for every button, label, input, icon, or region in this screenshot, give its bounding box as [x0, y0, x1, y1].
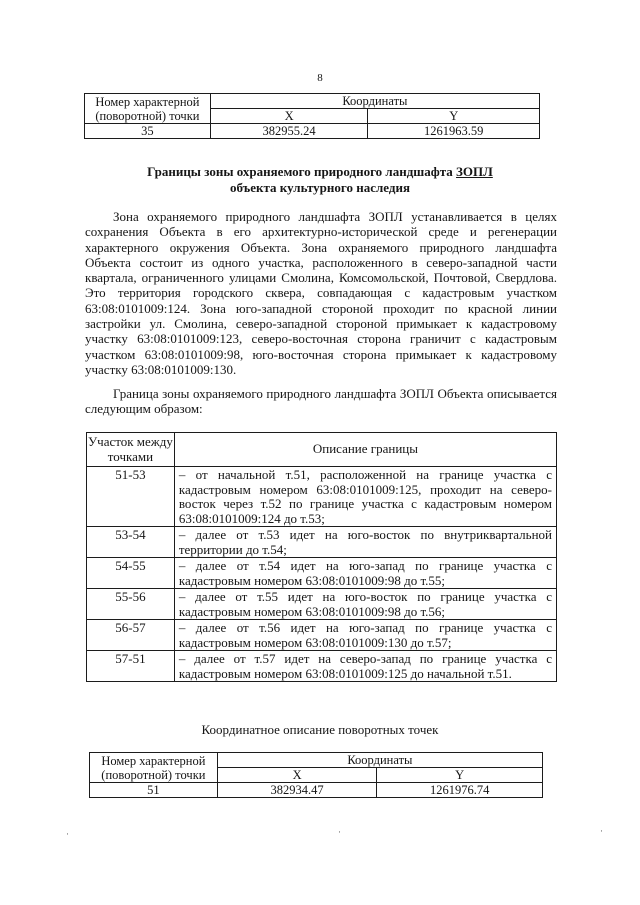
- header-coordinates-cell: Координаты: [210, 94, 539, 109]
- header-x-cell: X: [217, 768, 377, 783]
- header-point-cell: Номер характерной (поворотной) точки: [90, 753, 218, 783]
- segment-cell: 54-55: [87, 558, 175, 589]
- coordinate-table-bottom: [89, 752, 543, 798]
- x-cell: 382955.24: [210, 124, 368, 139]
- paragraph-border-intro: Граница зоны охраняемого природного ландшафта ЗОПЛ Объекта описывается следующим образом:: [85, 386, 557, 417]
- header-y-cell: Y: [368, 109, 540, 124]
- description-cell: – от начальной т.51, расположенной на границе участка с кадастровым номером 63:08:0101009:125, проходит на северо-восток через т.52 по границе участка с кадастровым номером 63:08:0101009:124 до т.53;: [174, 467, 556, 527]
- segment-cell: 51-53: [87, 467, 175, 527]
- coordinate-table-top: [84, 93, 540, 139]
- heading-underlined-text: ЗОПЛ: [456, 164, 493, 179]
- scan-mark-right: ·: [600, 826, 603, 836]
- coordinate-caption: Координатное описание поворотных точек: [201, 722, 439, 737]
- scan-mark-left: ·: [66, 829, 69, 839]
- table-row: [87, 558, 557, 589]
- table-row: [90, 783, 543, 798]
- border-description-table: [86, 432, 557, 682]
- description-cell: – далее от т.55 идет на юго-восток по границе участка с кадастровым номером 63:08:0101009:98 до т.56;: [174, 589, 556, 620]
- segment-cell: 55-56: [87, 589, 175, 620]
- page-number: 8: [317, 72, 323, 84]
- table-row: [87, 651, 557, 682]
- segment-cell: 56-57: [87, 620, 175, 651]
- point-cell: 51: [90, 783, 218, 798]
- header-x-cell: X: [210, 109, 368, 124]
- heading-line-1: [0, 164, 640, 180]
- table-row: [85, 124, 540, 139]
- segment-cell: 57-51: [87, 651, 175, 682]
- table-row: [87, 589, 557, 620]
- y-cell: 1261963.59: [368, 124, 540, 139]
- paragraph-zone-description: Зона охраняемого природного ландшафта ЗОПЛ устанавливается в целях сохранения Объекта в его архитектурно-исторической среде и регенерации характерного окружения Объекта. Зона охраняемого природного ландшафта Объекта состоит из одного участка, расположенного в северо-западной части квартала, ограниченного улицами Смолина, Комсомольской, Почтовой, Свердлова. Это территория городского сквера, совпадающая с кадастровым участком 63:08:0101009:124. Зона юго-западной стороной проходит по красной линии застройки ул. Смолина, северо-западной стороной примыкает к кадастровому участку 63:08:0101009:123, северо-восточная сторона граничит с кадастровым участком 63:08:0101009:98, юго-восточная сторона примыкает к кадастровому участку 63:08:0101009:130.: [85, 209, 557, 377]
- point-cell: 35: [85, 124, 211, 139]
- description-cell: – далее от т.57 идет на северо-запад по границе участка с кадастровым номером 63:08:0101009:125 до начальной т.51.: [174, 651, 556, 682]
- section-heading: [0, 164, 640, 196]
- heading-line-2: объекта культурного наследия: [230, 180, 410, 195]
- description-cell: – далее от т.56 идет на юго-запад по границе участка с кадастровым номером 63:08:0101009:130 до т.57;: [174, 620, 556, 651]
- segment-cell: 53-54: [87, 527, 175, 558]
- heading-main-text: Границы зоны охраняемого природного ландшафта: [147, 164, 457, 179]
- header-coordinates-cell: Координаты: [217, 753, 542, 768]
- header-segment-cell: Участок между точками: [87, 433, 175, 467]
- description-cell: – далее от т.54 идет на юго-запад по границе участка с кадастровым номером 63:08:0101009:98 до т.55;: [174, 558, 556, 589]
- y-cell: 1261976.74: [377, 783, 543, 798]
- x-cell: 382934.47: [217, 783, 377, 798]
- description-cell: – далее от т.53 идет на юго-восток по внутриквартальной территории до т.54;: [174, 527, 556, 558]
- header-y-cell: Y: [377, 768, 543, 783]
- table-row: [87, 467, 557, 527]
- table-row: [87, 527, 557, 558]
- scan-mark-center: ·: [338, 827, 341, 837]
- header-description-cell: Описание границы: [174, 433, 556, 467]
- header-point-cell: Номер характерной (поворотной) точки: [85, 94, 211, 124]
- table-row: [87, 620, 557, 651]
